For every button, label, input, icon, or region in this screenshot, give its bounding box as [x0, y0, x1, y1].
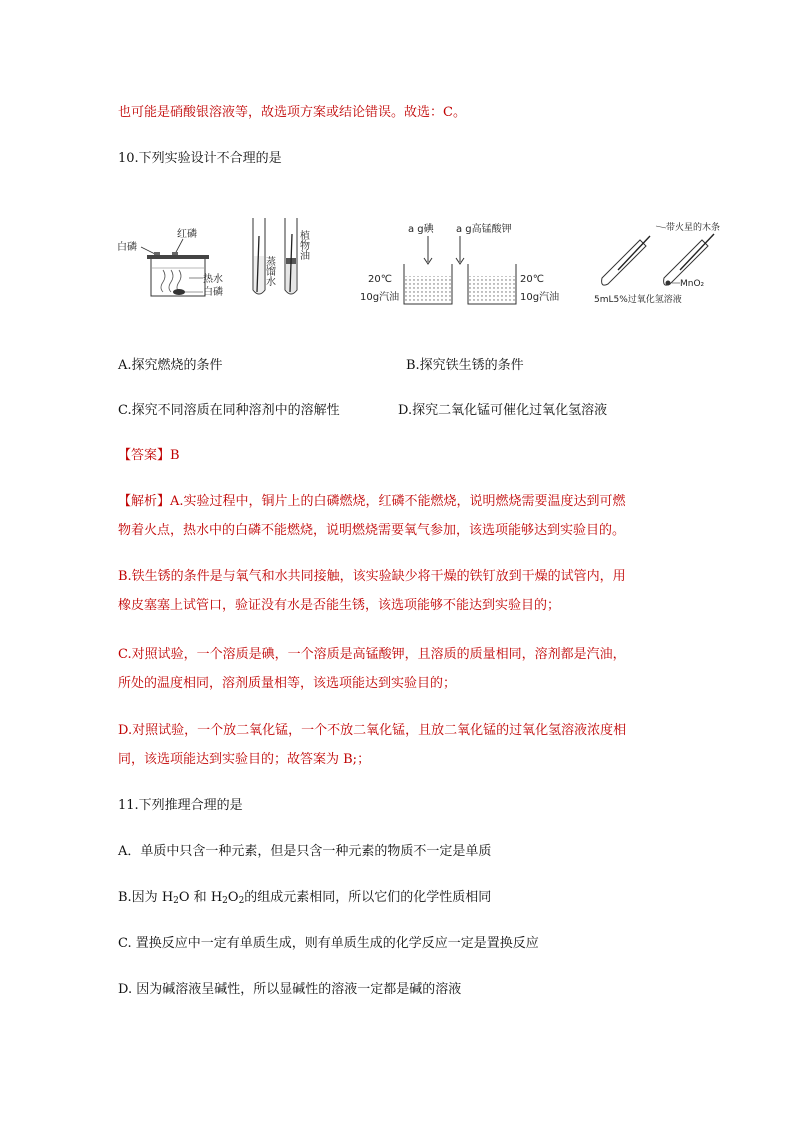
label-solvent-right: 10g汽油	[520, 292, 560, 303]
option-11-b: B.因为 $H_2O$ 和 $H_2O_2$的组成元素相同，所以它们的化学性质相同	[118, 890, 492, 906]
analysis-line-6: 所处的温度相同，溶剂质量相等，该选项能达到实验目的；	[118, 676, 457, 691]
label-temp-left: 20℃	[368, 274, 392, 285]
figure-catalyst	[592, 220, 732, 312]
figure-combustion	[117, 222, 232, 306]
analysis-line-7: D.对照试验，一个放二氧化锰，一个不放二氧化锰，且放二氧化锰的过氧化氢溶液浓度相	[118, 723, 627, 738]
label-white-phosphorus: 白磷	[117, 242, 137, 253]
option-11-c: C. 置换反应中一定有单质生成，则有单质生成的化学反应一定是置换反应	[118, 936, 539, 951]
label-temp-right: 20℃	[520, 274, 544, 285]
option-10-c: C.探究不同溶质在同种溶剂中的溶解性	[118, 403, 340, 418]
label-splint: 带火星的木条	[666, 223, 721, 233]
option-11-d: D. 因为碱溶液呈碱性，所以显碱性的溶液一定都是碱的溶液	[118, 982, 462, 997]
figure-rust	[245, 216, 325, 310]
question-10-stem: 10.下列实验设计不合理的是	[118, 151, 282, 166]
analysis-line-1: 【解析】A.实验过程中，铜片上的白磷燃烧，红磷不能燃烧，说明燃烧需要温度达到可燃	[118, 494, 626, 509]
label-hot-water: 热水	[203, 274, 223, 285]
figure-solubility	[360, 218, 560, 312]
answer-10: 【答案】B	[118, 448, 180, 463]
label-iodine: a g碘	[408, 224, 434, 235]
label-kmno4: a g高锰酸钾	[456, 224, 512, 235]
label-solvent-left: 10g汽油	[360, 292, 400, 303]
option-10-d: D.探究二氧化锰可催化过氧化氢溶液	[398, 403, 608, 418]
label-distilled-water: 蒸馏水	[263, 256, 275, 286]
analysis-line-8: 同，该选项能达到实验目的；故答案为 B;；	[118, 752, 371, 767]
option-10-b: B.探究铁生锈的条件	[406, 358, 524, 373]
label-h2o2: 5mL5%过氧化氢溶液	[594, 295, 682, 305]
analysis-line-3: B.铁生锈的条件是与氧气和水共同接触，该实验缺少将干燥的铁钉放到干燥的试管内，用	[118, 569, 626, 584]
question-11-stem: 11.下列推理合理的是	[118, 798, 243, 813]
previous-answer-tail: 也可能是硝酸银溶液等，故选项方案或结论错误。故选：C。	[118, 105, 466, 120]
label-red-phosphorus: 红磷	[177, 229, 197, 240]
option-11-a: A．单质中只含一种元素，但是只含一种元素的物质不一定是单质	[118, 844, 492, 859]
analysis-line-5: C.对照试验，一个溶质是碘，一个溶质是高锰酸钾，且溶质的质量相同，溶剂都是汽油，	[118, 647, 626, 662]
analysis-line-4: 橡皮塞塞上试管口，验证没有水是否能生锈，该选项能够不能达到实验目的；	[118, 598, 561, 613]
label-mno2: MnO₂	[680, 279, 705, 289]
label-white-phosphorus-2: 白磷	[203, 287, 223, 298]
analysis-line-2: 物着火点，热水中的白磷不能燃烧，说明燃烧需要氧气参加，该选项能够达到实验目的。	[118, 523, 626, 538]
label-plant-oil: 植物油	[297, 230, 309, 260]
option-10-a: A.探究燃烧的条件	[118, 358, 223, 373]
